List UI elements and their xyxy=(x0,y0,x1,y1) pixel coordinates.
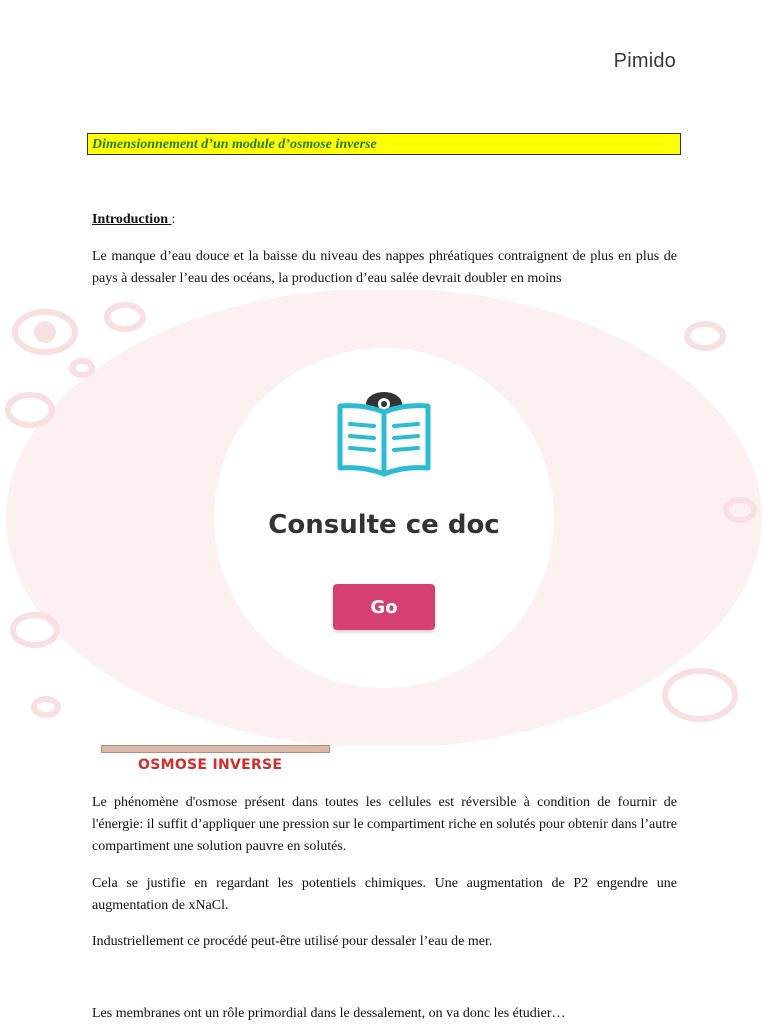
paragraph-industrial: Industriellement ce procédé peut-être utilisé pour dessaler l’eau de mer. xyxy=(92,934,493,949)
consult-overlay xyxy=(0,290,768,745)
go-button[interactable]: Go xyxy=(333,584,435,630)
osmosis-figure xyxy=(101,745,330,753)
consult-heading: Consulte ce doc xyxy=(268,510,500,540)
paragraph-potentials: Cela se justifie en regardant les potentiels chimiques. Une augmentation de P2 engendre une augmentation de xNaCl. xyxy=(92,876,677,913)
paragraph-osmosis: Le phénomène d'osmose présent dans toutes les cellules est réversible à condition de fournir de l'énergie: il suffit d’appliquer une pression sur le compartiment riche en solutés pour obtenir dans l’autre compartiment une solution pauvre en solutés. xyxy=(92,795,677,854)
consult-card xyxy=(0,290,768,745)
paragraph-intro: Le manque d’eau douce et la baisse du niveau des nappes phréatiques contraignent de plus en plus de pays à dessaler l’eau des océans, la production d’eau salée devrait doubler en moins xyxy=(92,249,677,286)
document-title: Dimensionnement d’un module d’osmose inverse xyxy=(87,133,681,155)
brand-logo[interactable]: Pimido xyxy=(613,50,676,72)
intro-heading: Introduction xyxy=(92,212,172,227)
book-eye-icon xyxy=(334,390,434,480)
intro-line xyxy=(92,212,175,228)
figure-caption: OSMOSE INVERSE xyxy=(138,757,283,773)
paragraph-membranes: Les membranes ont un rôle primordial dans le dessalement, on va donc les étudier… xyxy=(92,1006,566,1021)
intro-colon: : xyxy=(171,212,176,227)
